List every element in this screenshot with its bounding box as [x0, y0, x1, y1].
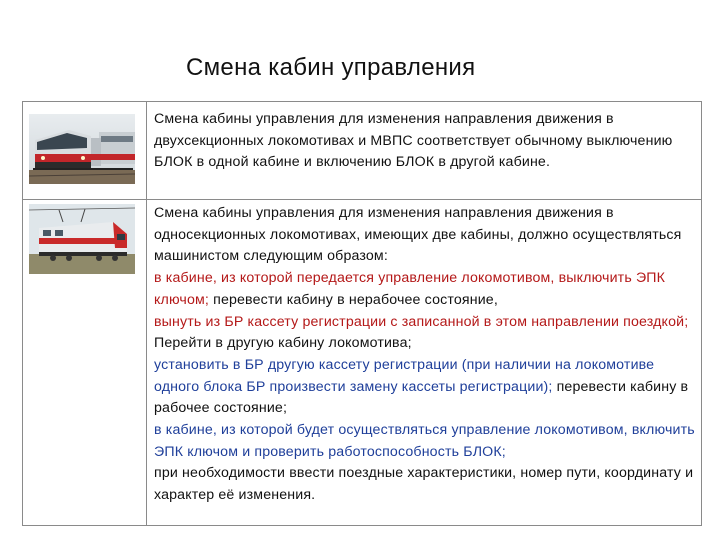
instruction-black: Перейти в другую кабину локомотива;	[154, 335, 412, 352]
table-row	[23, 102, 701, 200]
instruction-black: перевести кабину в рабочее состояние;	[154, 378, 689, 417]
instruction-black: перевести кабину в нерабочее состояние,	[209, 291, 498, 308]
paragraph	[154, 355, 695, 420]
instruction-red: вынуть из БР кассету регистрации с записанной в этом направлении поездкой;	[154, 313, 689, 330]
row-text	[154, 109, 695, 174]
instruction-black: при необходимости ввести поездные характеристики, номер пути, координату и характер её изменения.	[154, 465, 694, 504]
paragraph: Смена кабины управления для изменения направления движения в односекционных локомотивах, имеющих две кабины, должно осуществляться машинистом следующим образом:	[154, 205, 682, 265]
page-title: Смена кабин управления	[186, 54, 476, 81]
paragraph: Смена кабины управления для изменения направления движения в двухсекционных локомотивах и МВПС соответствует обычному выключению БЛОК в одной кабине и включению БЛОК в другой кабине.	[154, 111, 673, 171]
table-row	[23, 200, 701, 525]
paragraph	[154, 268, 695, 311]
content-table	[22, 101, 702, 526]
locomotive-photo	[29, 114, 135, 189]
instruction-blue: установить в БР другую кассету регистрации (при наличии на локомотиве одного блока БР произвести замену кассеты регистрации);	[154, 356, 655, 395]
instruction-red: в кабине, из которой передается управление локомотивом, выключить ЭПК ключом;	[154, 270, 666, 308]
locomotive-photo	[29, 204, 135, 279]
row-text	[154, 203, 695, 507]
instruction-blue: в кабине, из которой будет осуществляться управление локомотивом, включить ЭПК ключом и проверить работоспособность БЛОК;	[154, 422, 695, 460]
